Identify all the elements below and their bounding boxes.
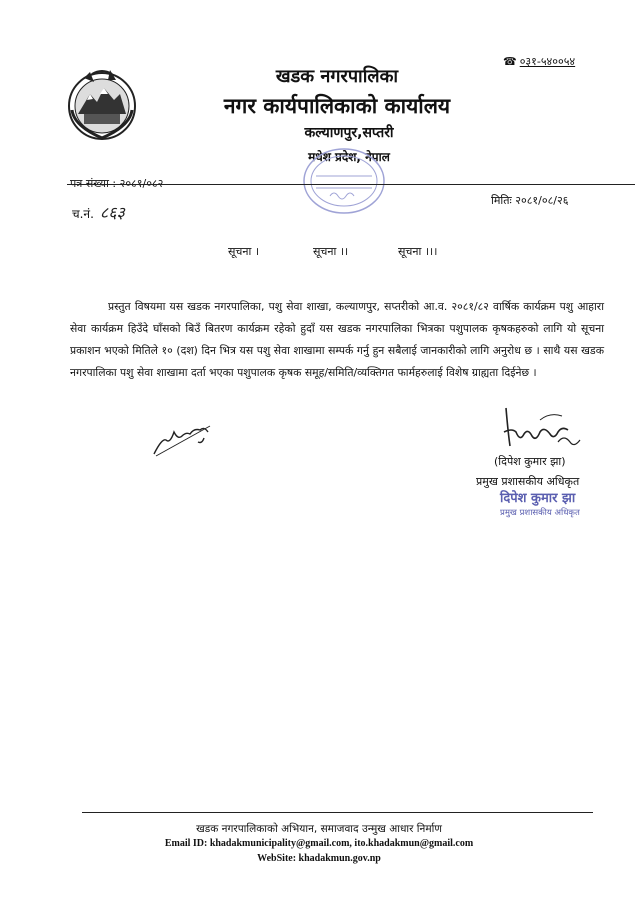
office-location: कल्याणपुर,सप्तरी <box>304 125 394 141</box>
footer-divider <box>82 812 593 813</box>
email-label: Email ID: <box>164 838 208 849</box>
name-stamp: दिपेश कुमार झा <box>500 491 576 506</box>
notice-body <box>70 296 604 384</box>
letter-number: पत्र संख्या : २०८१/०८२ <box>70 177 164 190</box>
officer-title: प्रमुख प्रशासकीय अधिकृत <box>476 475 580 488</box>
footer-email <box>0 838 638 849</box>
province-country: मधेश प्रदेश, नेपाल <box>308 150 390 164</box>
dispatch-number-value: ८६३ <box>99 203 125 222</box>
letter-date: मितिः २०८१/०८/२६ <box>491 194 569 207</box>
title-stamp: प्रमुख प्रशासकीय अधिकृत <box>500 508 580 518</box>
office-name: नगर कार्यपालिकाको कार्यालय <box>223 94 451 118</box>
header-divider <box>67 184 635 185</box>
officer-signature <box>500 402 584 458</box>
initial-signature <box>152 418 214 458</box>
officer-name: (दिपेश कुमार झा) <box>494 455 566 468</box>
email-value: khadakmunicipality@gmail.com, ito.khadakmun@gmail.com <box>209 838 474 849</box>
municipality-name: खडक नगरपालिका <box>275 66 399 87</box>
dispatch-number <box>72 201 125 223</box>
website-value: khadakmun.gov.np <box>298 853 381 864</box>
website-label: WebSite: <box>257 853 297 864</box>
phone-value: ०३१-५४००५४ <box>519 55 576 68</box>
notice-word-2: सूचना ।। <box>313 245 349 258</box>
notice-word-1: सूचना । <box>228 245 260 258</box>
footer-slogan: खडक नगरपालिकाको अभियान, समाजवाद उन्मुख आधार निर्माण <box>196 823 442 835</box>
notice-word-3: सूचना ।।। <box>398 245 438 258</box>
dispatch-number-label: च.नं. <box>72 207 94 221</box>
phone-icon: ☎ <box>503 55 517 68</box>
office-stamp-seal <box>302 146 386 216</box>
notice-body-paragraph: प्रस्तुत विषयमा यस खडक नगरपालिका, पशु सेवा शाखा, कल्याणपुर, सप्तरीको आ.व. २०८१/८२ वार्षिक कार्यक्रम पशु आहारा सेवा कार्यक्रम हिउँदे घाँसको बिउँ बितरण कार्यक्रम रहेको हुदाँ यस खडक नगरपालिका भित्रका पशुपालक कृषकहरुको लागि यो सूचना प्रकाशन भएको मितिले १० (दश) दिन भित्र यस पशु सेवा शाखामा सम्पर्क गर्नु हुन सबैलाई जानकारीको लागि अनुरोध छ । साथै यस खडक नगरपालिका पशु सेवा शाखामा दर्ता भएका पशुपालक कृषक समूह/समिति/व्यक्तिगत फार्महरुलाई विशेष ग्राह्यता दिईनेछ । <box>70 300 604 379</box>
footer-website <box>0 853 638 864</box>
